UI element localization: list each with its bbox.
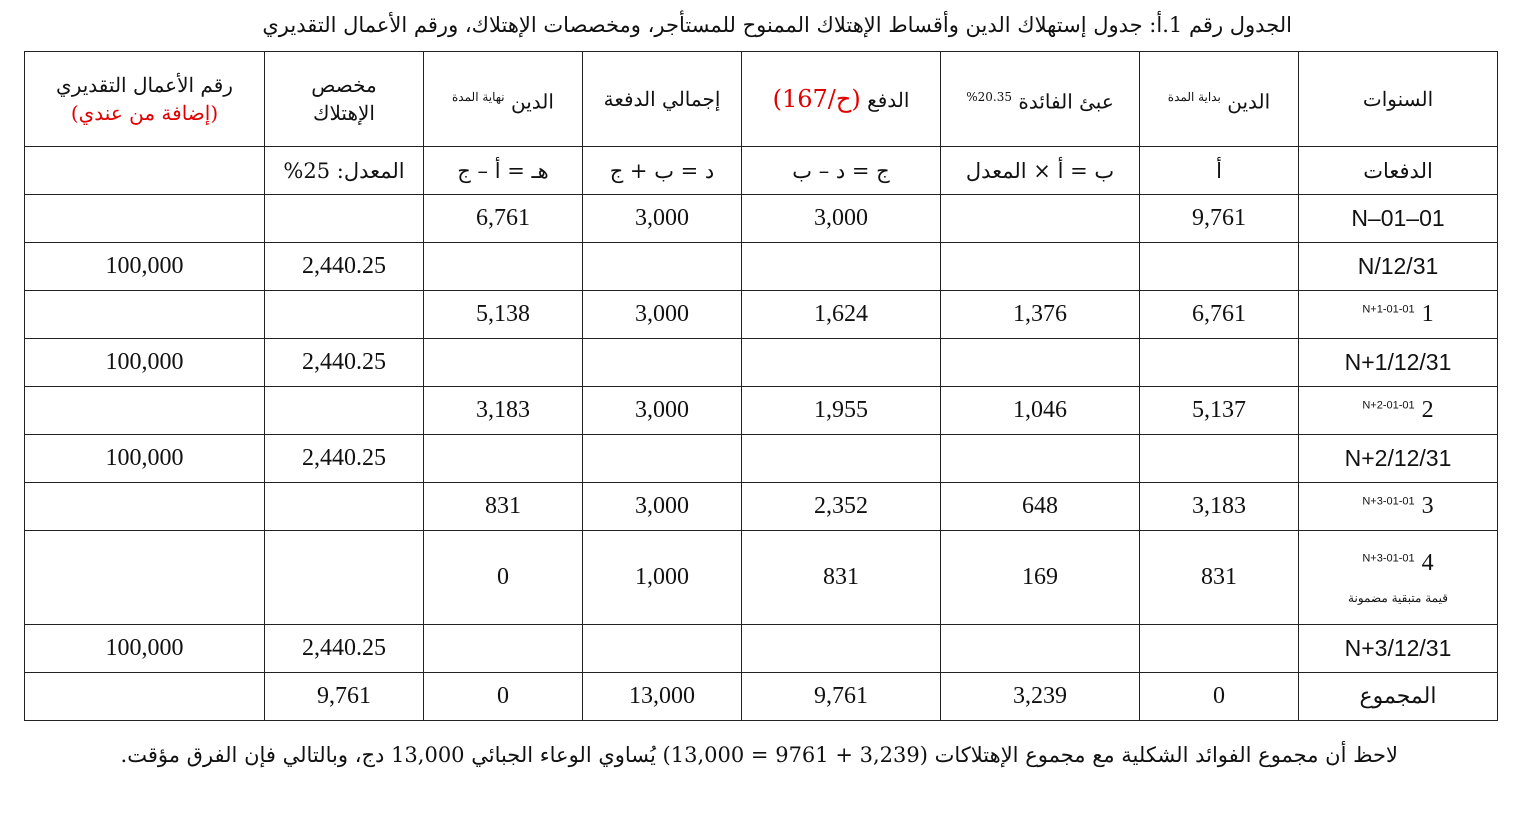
cell-debt-start — [1140, 625, 1299, 673]
totals-row — [25, 673, 1498, 721]
header-debt-end: الدين $^{نهاية المدة}$ — [424, 52, 583, 147]
cell-depreciation — [265, 531, 424, 625]
cell-payment: 831 — [742, 531, 941, 625]
cell-depreciation: 2,440.25 — [265, 435, 424, 483]
header-interest-sup: 20.35% — [966, 89, 1012, 104]
cell-debt-end: 6,761 — [424, 195, 583, 243]
cell-year-sup: N+1-01-01 — [1362, 303, 1415, 316]
header-interest: عبئ الفائدة $^{20.35\%}$ — [941, 52, 1140, 147]
cell-year-sup: N+2-01-01 — [1362, 399, 1415, 412]
cell-debt-end: 831 — [424, 483, 583, 531]
cell-total: 3,000 — [583, 195, 742, 243]
totals-depreciation: 9,761 — [265, 673, 424, 721]
cell-payment — [742, 339, 941, 387]
cell-revenue — [25, 291, 265, 339]
header-years: السنوات — [1299, 52, 1498, 147]
cell-year: N+1/12/31 — [1299, 339, 1498, 387]
header-payment: الدفع (ح/167) — [742, 52, 941, 147]
cell-debt-start — [1140, 339, 1299, 387]
cell-interest — [941, 435, 1140, 483]
formula-payment: ج = د – ب — [742, 147, 941, 195]
formula-debt-start: أ — [1140, 147, 1299, 195]
cell-interest — [941, 195, 1140, 243]
cell-year: N+2/12/31 — [1299, 435, 1498, 483]
cell-total — [583, 625, 742, 673]
totals-total: 13,000 — [583, 673, 742, 721]
cell-depreciation: 2,440.25 — [265, 625, 424, 673]
cell-debt-start: 3,183 — [1140, 483, 1299, 531]
table-row — [25, 339, 1498, 387]
cell-year-sup: N+3-01-01 — [1362, 495, 1415, 508]
table-row — [25, 483, 1498, 531]
cell-total: 1,000 — [583, 531, 742, 625]
table-row — [25, 387, 1498, 435]
formula-total-payment: د = ب + ج — [583, 147, 742, 195]
cell-payment: 2,352 — [742, 483, 941, 531]
header-row — [25, 52, 1498, 147]
cell-debt-end — [424, 435, 583, 483]
cell-depreciation — [265, 387, 424, 435]
header-total-payment: إجمالي الدفعة — [583, 52, 742, 147]
cell-interest: 648 — [941, 483, 1140, 531]
cell-depreciation: 2,440.25 — [265, 243, 424, 291]
totals-label: المجموع — [1299, 673, 1498, 721]
header-revenue: رقم الأعمال التقديري (إضافة من عندي) — [25, 52, 265, 147]
totals-debt-start: 0 — [1140, 673, 1299, 721]
cell-year: 1 $^{N+1-01-01}$ — [1299, 291, 1498, 339]
cell-revenue: 100,000 — [25, 435, 265, 483]
cell-total: 3,000 — [583, 387, 742, 435]
header-depreciation: مخصص الإهتلاك — [265, 52, 424, 147]
cell-total: 3,000 — [583, 483, 742, 531]
cell-year-sub: قيمة متبقية مضمونة — [1348, 591, 1448, 605]
cell-payment — [742, 625, 941, 673]
cell-year-sup: N+3-01-01 — [1362, 552, 1415, 565]
cell-depreciation — [265, 291, 424, 339]
header-revenue-note: (إضافة من عندي) — [70, 101, 219, 125]
cell-debt-end: 5,138 — [424, 291, 583, 339]
cell-total — [583, 339, 742, 387]
cell-debt-start: 5,137 — [1140, 387, 1299, 435]
cell-interest — [941, 339, 1140, 387]
header-debt-start-sup: بداية المدة — [1167, 89, 1221, 104]
cell-revenue: 100,000 — [25, 339, 265, 387]
cell-interest — [941, 243, 1140, 291]
cell-payment — [742, 435, 941, 483]
cell-year: 4 $^{N+3-01-01}$ قيمة متبقية مضمونة — [1299, 531, 1498, 625]
formula-years: الدفعات — [1299, 147, 1498, 195]
cell-debt-end — [424, 339, 583, 387]
cell-payment: 3,000 — [742, 195, 941, 243]
formula-revenue — [25, 147, 265, 195]
header-payment-ref: (ح/167) — [772, 84, 861, 113]
footnote: لاحظ أن مجموع الفوائد الشكلية مع مجموع الإهتلاكات (3,239 + 9761 = 13,000) يُساوي الوعاء الجبائي 13,000 دج، وبالتالي فإن الفرق مؤقت. — [120, 743, 1398, 767]
cell-debt-start: 831 — [1140, 531, 1299, 625]
cell-year: 2 $^{N+2-01-01}$ — [1299, 387, 1498, 435]
table-title: الجدول رقم 1.أ: جدول إستهلاك الدين وأقساط الإهتلاك الممنوح للمستأجر، ومخصصات الإهتلاك، ورقم الأعمال التقديري — [262, 13, 1292, 37]
cell-year: N/12/31 — [1299, 243, 1498, 291]
cell-depreciation — [265, 195, 424, 243]
table-row — [25, 291, 1498, 339]
cell-depreciation: 2,440.25 — [265, 339, 424, 387]
totals-interest: 3,239 — [941, 673, 1140, 721]
table-row — [25, 195, 1498, 243]
cell-total — [583, 435, 742, 483]
cell-debt-end: 3,183 — [424, 387, 583, 435]
header-debt-end-sup: نهاية المدة — [452, 89, 505, 104]
cell-revenue — [25, 387, 265, 435]
cell-revenue — [25, 195, 265, 243]
cell-interest: 1,376 — [941, 291, 1140, 339]
cell-payment — [742, 243, 941, 291]
table-row — [25, 531, 1498, 625]
cell-total — [583, 243, 742, 291]
cell-year: 3 $^{N+3-01-01}$ — [1299, 483, 1498, 531]
amortization-table — [24, 51, 1498, 721]
cell-revenue: 100,000 — [25, 625, 265, 673]
totals-revenue — [25, 673, 265, 721]
cell-payment: 1,955 — [742, 387, 941, 435]
header-debt-start: الدين $^{بداية المدة}$ — [1140, 52, 1299, 147]
cell-debt-start: 9,761 — [1140, 195, 1299, 243]
table-row — [25, 243, 1498, 291]
cell-debt-start — [1140, 435, 1299, 483]
table-row — [25, 435, 1498, 483]
cell-revenue — [25, 531, 265, 625]
cell-debt-end — [424, 625, 583, 673]
formula-depreciation: المعدل: 25% — [265, 147, 424, 195]
cell-interest: 1,046 — [941, 387, 1140, 435]
cell-debt-end — [424, 243, 583, 291]
cell-payment: 1,624 — [742, 291, 941, 339]
cell-year: N–01–01 — [1299, 195, 1498, 243]
totals-payment: 9,761 — [742, 673, 941, 721]
formula-row — [25, 147, 1498, 195]
table-row — [25, 625, 1498, 673]
cell-debt-start — [1140, 243, 1299, 291]
formula-interest: ب = أ × المعدل — [941, 147, 1140, 195]
cell-debt-start: 6,761 — [1140, 291, 1299, 339]
cell-revenue — [25, 483, 265, 531]
cell-total: 3,000 — [583, 291, 742, 339]
cell-depreciation — [265, 483, 424, 531]
cell-revenue: 100,000 — [25, 243, 265, 291]
cell-interest: 169 — [941, 531, 1140, 625]
cell-year: N+3/12/31 — [1299, 625, 1498, 673]
cell-interest — [941, 625, 1140, 673]
formula-debt-end: هـ = أ – ج — [424, 147, 583, 195]
cell-debt-end: 0 — [424, 531, 583, 625]
totals-debt-end: 0 — [424, 673, 583, 721]
